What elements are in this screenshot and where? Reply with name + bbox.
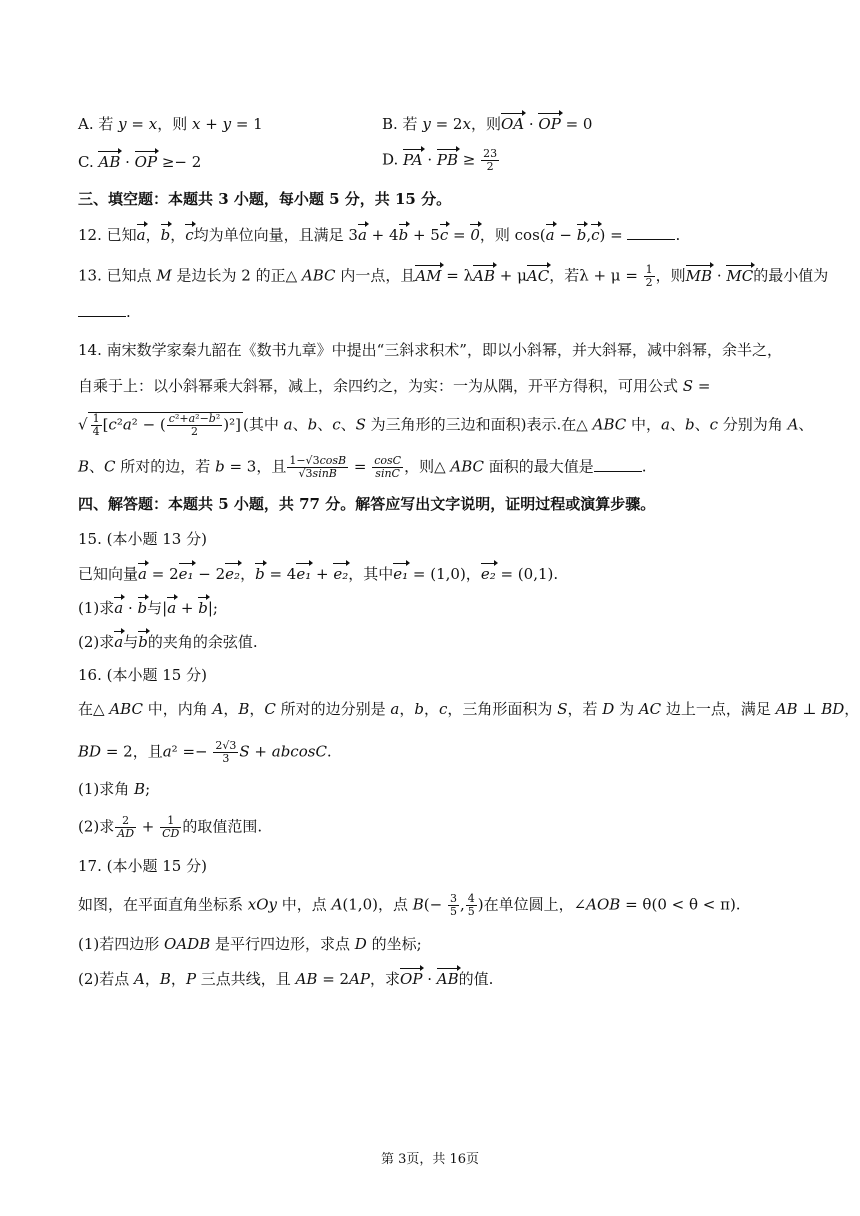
option-a: A. 若 y = x，则 x + y = 1 [78,115,263,133]
question-15-title: 15. (本小题 13 分) [78,530,207,548]
option-b: B. 若 y = 2x，则OA · OP = 0 [382,115,593,133]
option-d: D. PA · PB ≥ $\frac{23}{2}$ [382,147,498,173]
question-14-line-2: 自乘于上：以小斜幂乘大斜幂，减上，余四约之，为实：一为从隅，开平方得积，可用公式 S = [78,377,711,395]
question-16-part-2: (2)求 $\frac{2}{AD}$ + $\frac{1}{CD}$ 的取值范围. [78,814,263,840]
question-14-line-3: √ $\frac{1}{4}$ [c²a² − ( $\frac{\text{c²+a²−b²}}{2}$ )²] (其中 a、b、c、S 为三角形的三边和面积)表示.在△ ABC 中，a、b、c 分别为角 A、 [78,412,814,438]
question-17-stem: 如图，在平面直角坐标系 xOy 中，点 A(1,0)，点 B(− $\frac{3}{5}$ , $\frac{4}{5}$ )在单位圆上，∠AOB = θ(0 < θ < π). [78,892,741,918]
question-13: 13. 已知点 M 是边长为 2 的正△ ABC 内一点，且AM = λAB + μAC，若λ + μ = $\frac{1}{2}$ ，则MB · MC的最小值为 [78,263,829,289]
question-14-line-4: B、C 所对的边，若 b = 3，且 $\frac{1-√3\cos B}{√3\sin B}$ = $\frac{\cos C}{\sin C}$ ，则△ ABC 面积的最大值是 . [78,454,647,480]
section-4-heading: 四、解答题：本题共 5 小题，共 77 分。解答应写出文字说明，证明过程或演算步骤。 [78,495,656,513]
question-17-title: 17. (本小题 15 分) [78,857,207,875]
question-17-part-1: (1)若四边形 OADB 是平行四边形，求点 D 的坐标; [78,935,422,953]
section-3-heading: 三、填空题：本题共 3 小题，每小题 5 分，共 15 分。 [78,190,452,208]
question-16-part-1: (1)求角 B; [78,780,151,798]
question-13-blank: . [78,302,131,322]
question-15-part-1: (1)求a · b与|a + b|; [78,599,218,617]
question-17-part-2: (2)若点 A，B，P 三点共线，且 AB = 2AP，求OP · AB的值. [78,970,494,988]
question-16-title: 16. (本小题 15 分) [78,666,207,684]
question-15-stem: 已知向量a = 2e₁ − 2e₂，b = 4e₁ + e₂，其中e₁ = (1,0)，e₂ = (0,1). [78,565,559,583]
question-16-stem-2: BD = 2，且a² =− $\frac{2√3}{3}$ S + abcosC. [78,739,332,765]
question-12: 12. 已知a，b，c均为单位向量，且满足 3a + 4b + 5c = 0，则 cos(a − b,c) = . [78,226,681,244]
option-c: C. AB · OP ≥− 2 [78,153,202,171]
question-16-stem-1: 在△ ABC 中，内角 A，B，C 所对的边分别是 a，b，c，三角形面积为 S，若 D 为 AC 边上一点，满足 AB ⊥ BD， [78,700,860,718]
question-14-line-1: 14. 南宋数学家秦九韶在《数书九章》中提出“三斜求积术”，即以小斜幂，并大斜幂，减中斜幂，余半之， [78,341,782,359]
question-15-part-2: (2)求a与b的夹角的余弦值. [78,633,258,651]
page-footer: 第 3页，共 16页 [380,1152,480,1167]
